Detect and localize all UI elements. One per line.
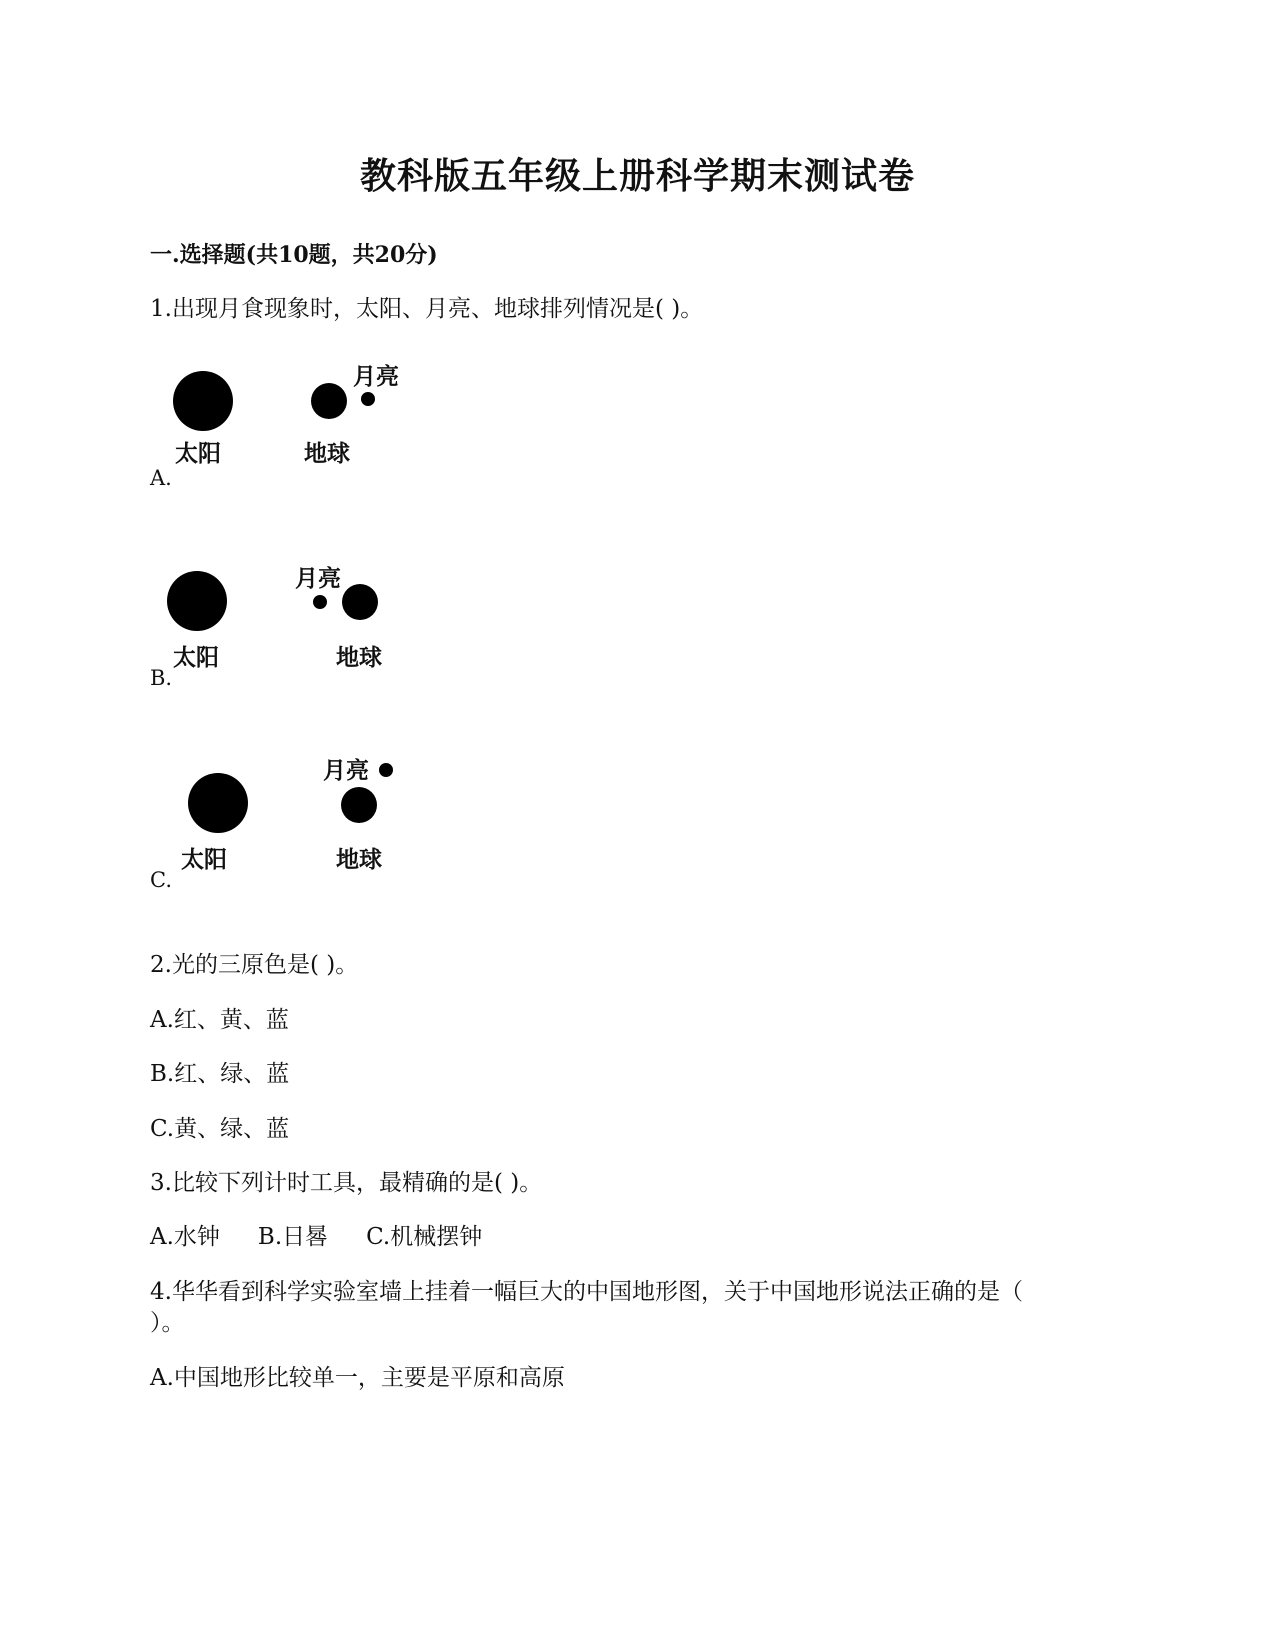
q2-option-a: A.红、黄、蓝 (150, 1007, 289, 1033)
q1-option-c-label: C. (150, 868, 172, 892)
q3-option-b: B.日晷 (257, 1224, 329, 1250)
q1-option-b-figure (160, 560, 410, 675)
moon-circle (361, 392, 375, 406)
q1-option-a-label: A. (150, 466, 172, 490)
sun-label: 太阳 (175, 441, 221, 467)
section-heading: 一.选择题(共10题，共20分) (150, 242, 438, 268)
sun-label: 太阳 (173, 645, 219, 671)
question-2-stem: 2.光的三原色是( )。 (150, 952, 359, 978)
question-1-stem: 1.出现月食现象时，太阳、月亮、地球排列情况是( )。 (150, 296, 704, 322)
page-title: 教科版五年级上册科学期末测试卷 (359, 155, 915, 197)
moon-circle (313, 595, 327, 609)
sun-circle (173, 371, 233, 431)
q2-option-c: C.黄、绿、蓝 (150, 1116, 290, 1142)
moon-circle (379, 763, 393, 777)
q1-option-a-figure (168, 360, 418, 470)
q3-options-row (150, 1218, 520, 1251)
q1-option-b-label: B. (150, 666, 173, 690)
earth-label: 地球 (336, 645, 382, 671)
question-3-stem: 3.比较下列计时工具，最精确的是( )。 (150, 1170, 543, 1196)
moon-label: 月亮 (353, 364, 399, 390)
earth-circle (341, 787, 377, 823)
q1-option-c-figure (170, 755, 420, 875)
moon-label: 月亮 (295, 566, 341, 592)
q4-option-a: A.中国地形比较单一，主要是平原和高原 (150, 1365, 565, 1391)
earth-label: 地球 (304, 441, 350, 467)
q3-option-c: C.机械摆钟 (366, 1224, 483, 1250)
earth-circle (342, 584, 378, 620)
earth-circle (311, 383, 347, 419)
q3-option-a: A.水钟 (150, 1224, 220, 1250)
earth-label: 地球 (336, 847, 382, 873)
question-4-stem-line-2: ）。 (150, 1310, 185, 1336)
sun-label: 太阳 (181, 847, 227, 873)
q2-option-b: B.红、绿、蓝 (150, 1061, 290, 1087)
sun-circle (188, 773, 248, 833)
moon-label: 月亮 (323, 758, 369, 784)
sun-circle (167, 571, 227, 631)
question-4-stem-line-1: 4.华华看到科学实验室墙上挂着一幅巨大的中国地形图，关于中国地形说法正确的是（ (150, 1279, 1023, 1305)
